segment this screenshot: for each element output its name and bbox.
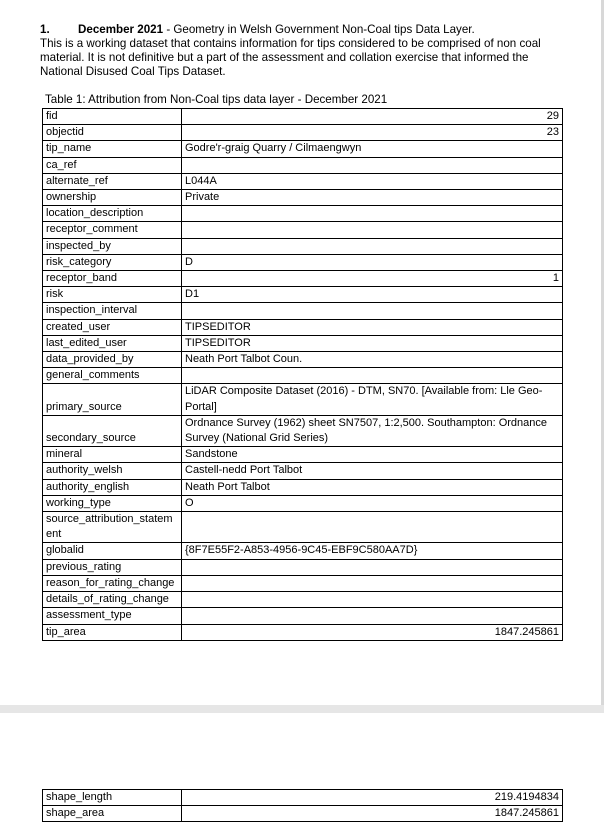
field-name-cell: general_comments bbox=[43, 368, 182, 384]
field-name-cell: inspected_by bbox=[43, 238, 182, 254]
field-name-cell: primary_source bbox=[43, 384, 182, 415]
field-name-cell: authority_english bbox=[43, 479, 182, 495]
table-row bbox=[43, 287, 563, 303]
field-name-cell: source_attribution_statement bbox=[43, 512, 182, 543]
field-value-cell: 219.4194834 bbox=[182, 790, 563, 806]
field-name-cell: working_type bbox=[43, 495, 182, 511]
field-name-cell: ca_ref bbox=[43, 157, 182, 173]
field-value-cell bbox=[182, 575, 563, 591]
field-name-cell: ownership bbox=[43, 190, 182, 206]
field-value-cell bbox=[182, 206, 563, 222]
table-row bbox=[43, 335, 563, 351]
table-row bbox=[43, 495, 563, 511]
field-name-cell: mineral bbox=[43, 447, 182, 463]
table-row bbox=[43, 447, 563, 463]
field-value-cell: Ordnance Survey (1962) sheet SN7507, 1:2,500. Southampton: Ordnance Survey (National Grid Series) bbox=[182, 415, 563, 446]
section-body: This is a working dataset that contains information for tips considered to be comprised of non coal material. It is not definitive but a part of the assessment and collation exercise that informed the National Disused Coal Tips Dataset. bbox=[40, 37, 541, 78]
field-value-cell bbox=[182, 238, 563, 254]
field-value-cell: D bbox=[182, 254, 563, 270]
table-row bbox=[43, 608, 563, 624]
page-gap bbox=[0, 705, 604, 713]
field-value-cell: Sandstone bbox=[182, 447, 563, 463]
table-row bbox=[43, 206, 563, 222]
field-name-cell: globalid bbox=[43, 543, 182, 559]
field-value-cell: Neath Port Talbot bbox=[182, 479, 563, 495]
table-row bbox=[43, 238, 563, 254]
field-value-cell: L044A bbox=[182, 173, 563, 189]
field-name-cell: shape_area bbox=[43, 806, 182, 822]
table-row bbox=[43, 190, 563, 206]
field-value-cell: 1847.245861 bbox=[182, 624, 563, 640]
table-row bbox=[43, 479, 563, 495]
field-name-cell: risk_category bbox=[43, 254, 182, 270]
field-value-cell bbox=[182, 303, 563, 319]
field-name-cell: data_provided_by bbox=[43, 352, 182, 368]
field-value-cell: TIPSEDITOR bbox=[182, 319, 563, 335]
field-value-cell: Godre'r-graig Quarry / Cilmaengwyn bbox=[182, 141, 563, 157]
table-row bbox=[43, 368, 563, 384]
table-row bbox=[43, 543, 563, 559]
table-row bbox=[43, 173, 563, 189]
field-name-cell: reason_for_rating_change bbox=[43, 575, 182, 591]
table-row bbox=[43, 141, 563, 157]
section-number: 1. bbox=[40, 23, 50, 36]
section-heading bbox=[40, 23, 570, 79]
table-row bbox=[43, 806, 563, 822]
table-row bbox=[43, 254, 563, 270]
table-row bbox=[43, 624, 563, 640]
table-row bbox=[43, 319, 563, 335]
field-value-cell: 29 bbox=[182, 109, 563, 125]
field-name-cell: receptor_band bbox=[43, 271, 182, 287]
field-name-cell: shape_length bbox=[43, 790, 182, 806]
table-row bbox=[43, 463, 563, 479]
table-row bbox=[43, 575, 563, 591]
field-value-cell: O bbox=[182, 495, 563, 511]
attribute-table-continued bbox=[42, 789, 563, 822]
field-name-cell: details_of_rating_change bbox=[43, 592, 182, 608]
field-value-cell bbox=[182, 157, 563, 173]
field-name-cell: created_user bbox=[43, 319, 182, 335]
field-value-cell bbox=[182, 559, 563, 575]
field-value-cell: Castell-nedd Port Talbot bbox=[182, 463, 563, 479]
field-name-cell: inspection_interval bbox=[43, 303, 182, 319]
table-row bbox=[43, 303, 563, 319]
table-row bbox=[43, 352, 563, 368]
table-row bbox=[43, 125, 563, 141]
field-value-cell: Private bbox=[182, 190, 563, 206]
field-value-cell bbox=[182, 608, 563, 624]
table-row bbox=[43, 512, 563, 543]
field-value-cell: TIPSEDITOR bbox=[182, 335, 563, 351]
field-value-cell bbox=[182, 512, 563, 543]
field-name-cell: authority_welsh bbox=[43, 463, 182, 479]
field-value-cell: 23 bbox=[182, 125, 563, 141]
table-row bbox=[43, 157, 563, 173]
field-name-cell: location_description bbox=[43, 206, 182, 222]
table-caption: Table 1: Attribution from Non-Coal tips data layer - December 2021 bbox=[45, 93, 388, 106]
field-value-cell bbox=[182, 592, 563, 608]
field-value-cell: 1 bbox=[182, 271, 563, 287]
table-row bbox=[43, 109, 563, 125]
table-row bbox=[43, 592, 563, 608]
field-name-cell: fid bbox=[43, 109, 182, 125]
field-name-cell: receptor_comment bbox=[43, 222, 182, 238]
table-row bbox=[43, 790, 563, 806]
section-intro: - Geometry in Welsh Government Non-Coal tips Data Layer. bbox=[163, 23, 475, 36]
field-value-cell: LiDAR Composite Dataset (2016) - DTM, SN70. [Available from: Lle Geo-Portal] bbox=[182, 384, 563, 415]
table-row bbox=[43, 271, 563, 287]
field-value-cell: 1847.245861 bbox=[182, 806, 563, 822]
attribute-table bbox=[42, 108, 563, 641]
table-row bbox=[43, 559, 563, 575]
field-value-cell: Neath Port Talbot Coun. bbox=[182, 352, 563, 368]
table-row bbox=[43, 222, 563, 238]
field-name-cell: last_edited_user bbox=[43, 335, 182, 351]
field-name-cell: risk bbox=[43, 287, 182, 303]
field-value-cell bbox=[182, 222, 563, 238]
field-name-cell: tip_name bbox=[43, 141, 182, 157]
table-row bbox=[43, 415, 563, 446]
field-value-cell: {8F7E55F2-A853-4956-9C45-EBF9C580AA7D} bbox=[182, 543, 563, 559]
field-value-cell bbox=[182, 368, 563, 384]
section-date: December 2021 bbox=[78, 23, 164, 36]
field-value-cell: D1 bbox=[182, 287, 563, 303]
field-name-cell: previous_rating bbox=[43, 559, 182, 575]
table-row bbox=[43, 384, 563, 415]
field-name-cell: secondary_source bbox=[43, 415, 182, 446]
field-name-cell: assessment_type bbox=[43, 608, 182, 624]
field-name-cell: objectid bbox=[43, 125, 182, 141]
field-name-cell: tip_area bbox=[43, 624, 182, 640]
field-name-cell: alternate_ref bbox=[43, 173, 182, 189]
